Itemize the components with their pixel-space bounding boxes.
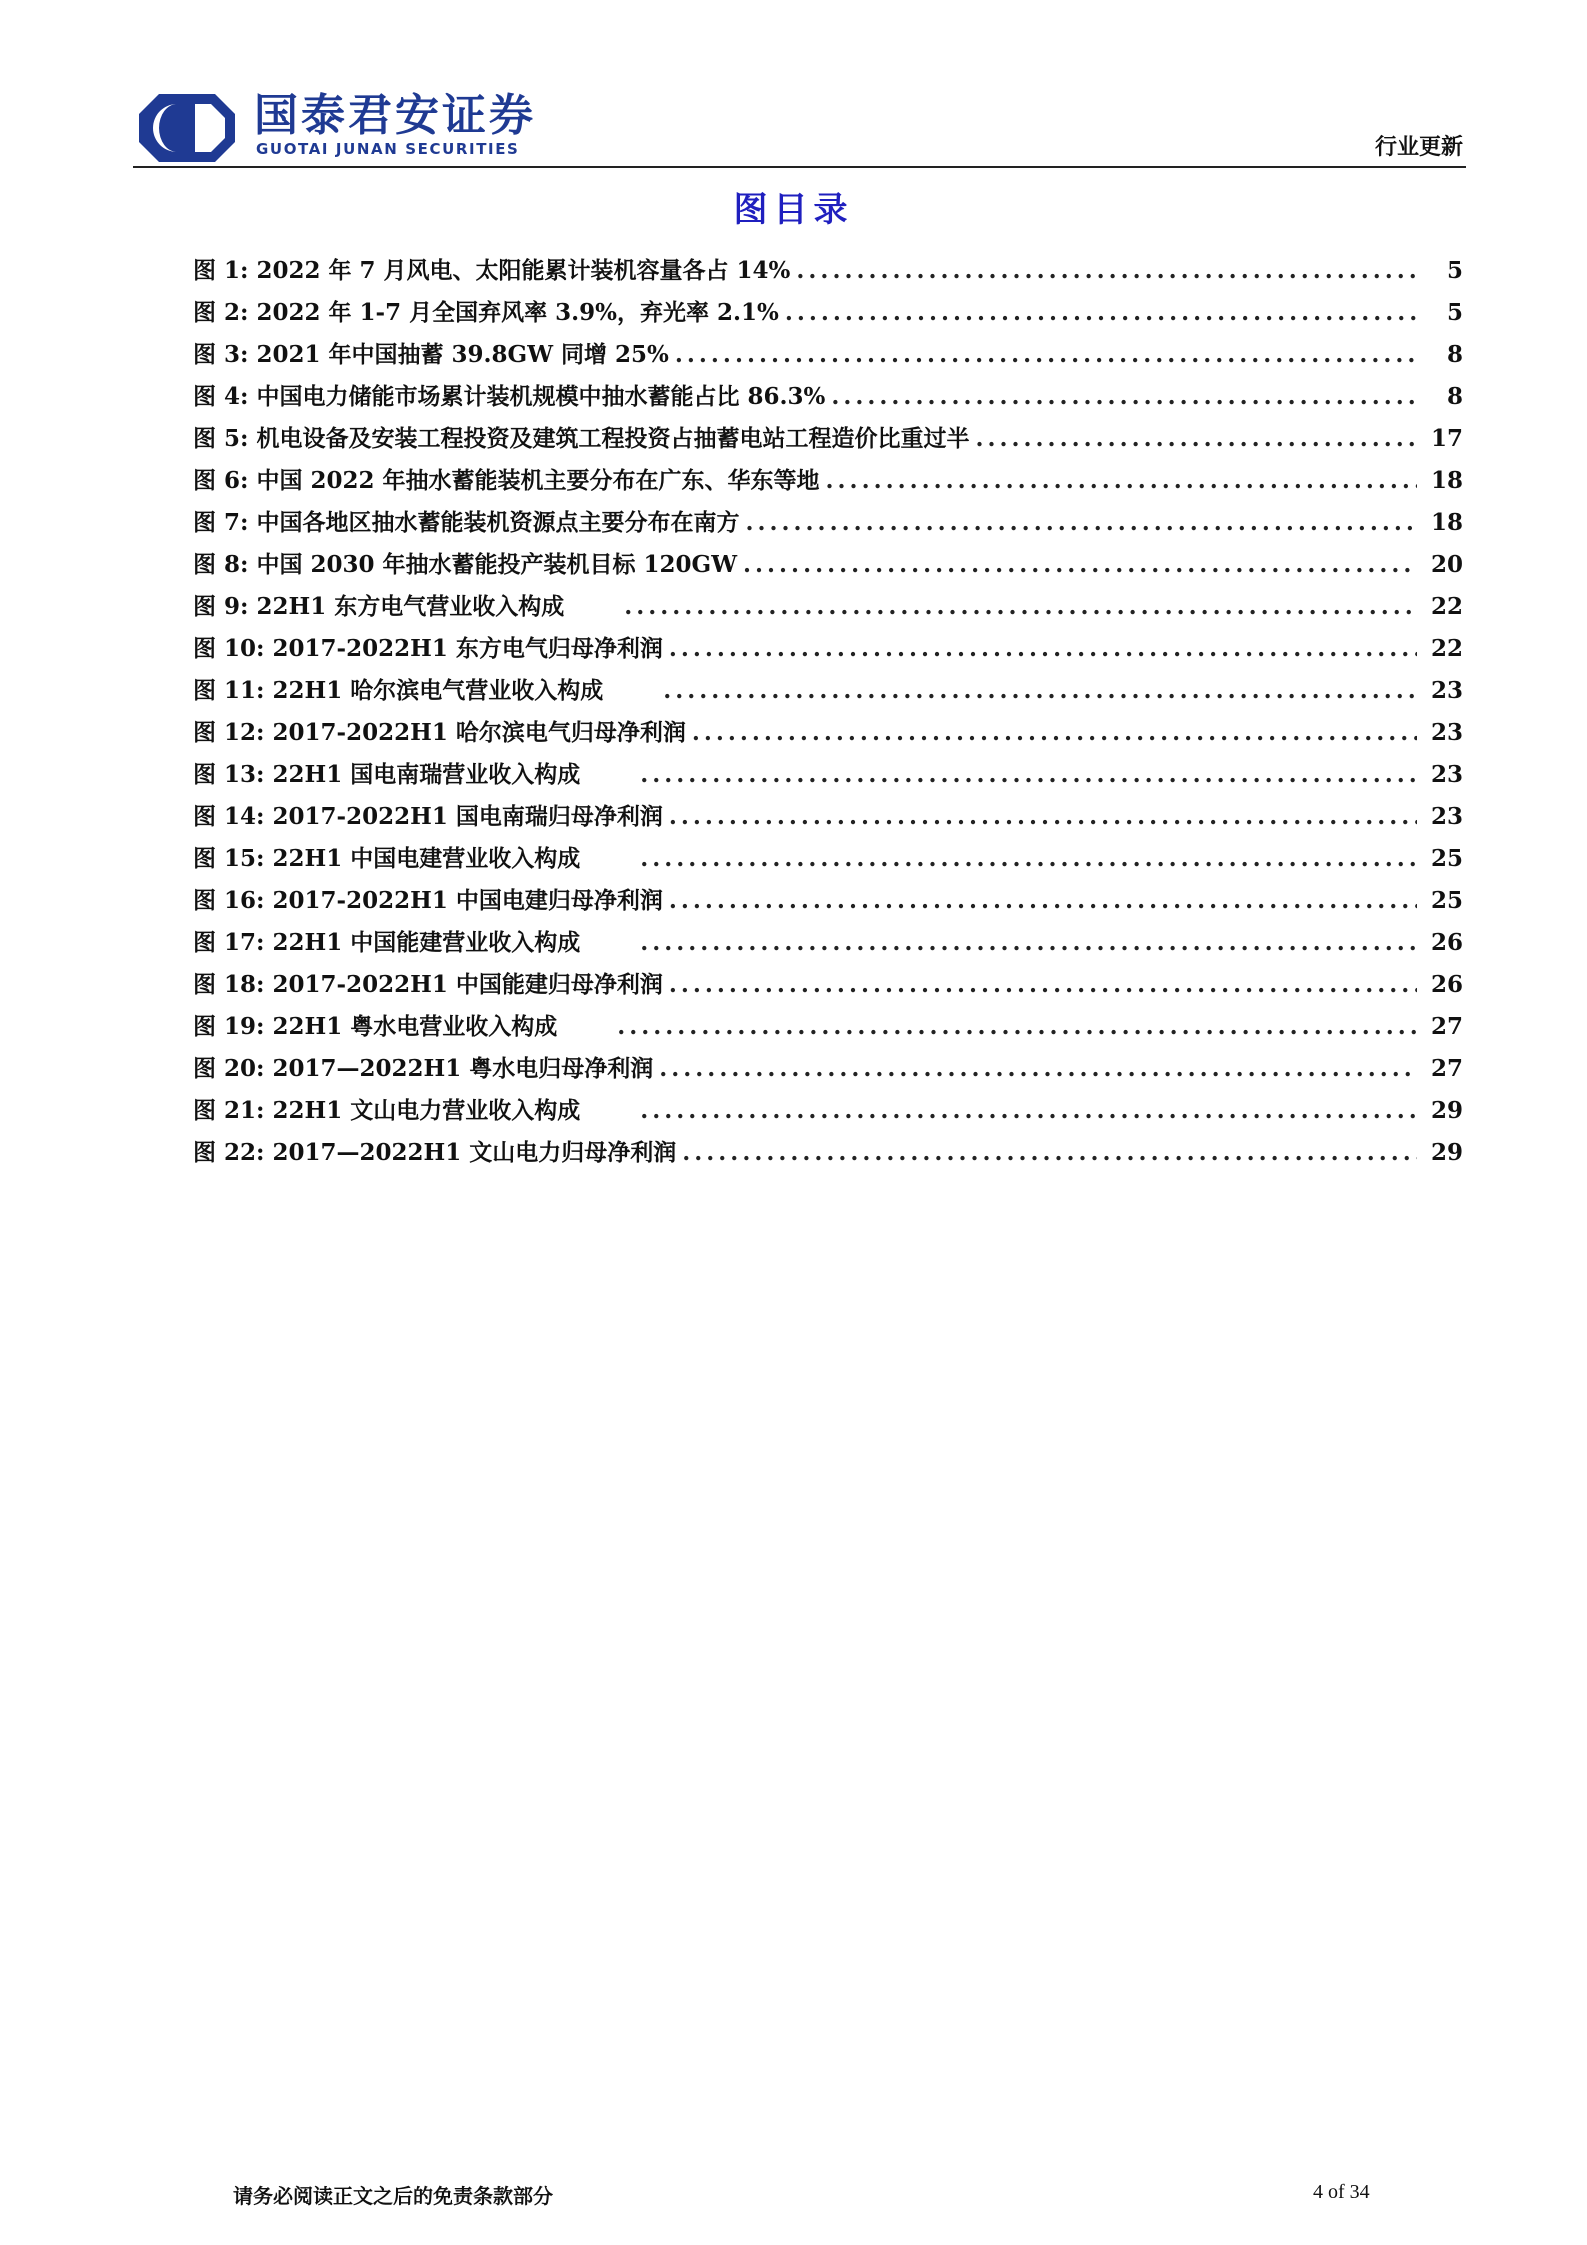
toc-entry[interactable] [193,334,1463,376]
toc-entry[interactable] [193,502,1463,544]
toc-dot-leader [976,418,1417,460]
toc-entry[interactable] [193,796,1463,838]
page-header [0,0,1587,170]
toc-dot-leader [669,880,1417,922]
toc-entry-page: 23 [1430,719,1463,746]
toc-entry[interactable] [193,250,1463,292]
toc-entry-page: 26 [1430,971,1463,998]
document-type-label: 行业更新 [1374,134,1463,160]
toc-entry[interactable] [193,292,1463,334]
toc-dot-leader [669,796,1417,838]
toc-entry-label: 图 5: 机电设备及安装工程投资及建筑工程投资占抽蓄电站工程造价比重过半 [193,425,970,452]
toc-entry[interactable] [193,838,1463,880]
toc-entry[interactable] [193,586,1463,628]
toc-entry-label: 图 16: 2017-2022H1 中国电建归母净利润 [193,887,663,914]
toc-entry-label: 图 4: 中国电力储能市场累计装机规模中抽水蓄能占比 86.3% [193,383,826,410]
page-title: 图目录 [733,190,854,230]
toc-dot-leader [831,376,1417,418]
toc-entry-page: 18 [1430,509,1463,536]
toc-dot-leader [746,502,1417,544]
toc-entry[interactable] [193,1006,1463,1048]
toc-entry-page: 8 [1446,383,1463,410]
toc-dot-leader [743,544,1417,586]
toc-entry-label: 图 22: 2017—2022H1 文山电力归母净利润 [193,1139,677,1166]
toc-entry-label: 图 1: 2022 年 7 月风电、太阳能累计装机容量各占 14% [193,257,791,284]
toc-dot-leader [640,1090,1417,1132]
page-number: 4 of 34 [1313,2181,1370,2203]
toc-entry-label: 图 11: 22H1 哈尔滨电气营业收入构成 [193,677,604,704]
toc-entry[interactable] [193,1132,1463,1174]
brand-name-en: GUOTAI JUNAN SECURITIES [256,140,520,158]
toc-entry-label: 图 6: 中国 2022 年抽水蓄能装机主要分布在广东、华东等地 [193,467,820,494]
toc-entry-page: 20 [1430,551,1463,578]
toc-entry-page: 22 [1430,593,1463,620]
toc-dot-leader [640,922,1417,964]
toc-entry-page: 8 [1446,341,1463,368]
toc-entry-page: 18 [1430,467,1463,494]
toc-entry-page: 29 [1430,1097,1463,1124]
toc-entry-page: 25 [1430,887,1463,914]
toc-entry-label: 图 14: 2017-2022H1 国电南瑞归母净利润 [193,803,663,830]
toc-dot-leader [640,754,1417,796]
toc-entry-label: 图 13: 22H1 国电南瑞营业收入构成 [193,761,581,788]
toc-entry-label: 图 2: 2022 年 1-7 月全国弃风率 3.9%，弃光率 2.1% [193,299,779,326]
toc-entry-label: 图 7: 中国各地区抽水蓄能装机资源点主要分布在南方 [193,509,740,536]
toc-entry-page: 23 [1430,761,1463,788]
toc-dot-leader [669,964,1417,1006]
toc-entry-page: 17 [1430,425,1463,452]
toc-dot-leader [682,1132,1417,1174]
toc-entry-page: 27 [1430,1013,1463,1040]
toc-dot-leader [675,334,1417,376]
toc-dot-leader [640,838,1417,880]
toc-entry-label: 图 12: 2017-2022H1 哈尔滨电气归母净利润 [193,719,686,746]
toc-entry-page: 5 [1446,299,1463,326]
toc-entry-label: 图 8: 中国 2030 年抽水蓄能投产装机目标 120GW [193,551,738,578]
toc-entry[interactable] [193,670,1463,712]
toc-entry-label: 图 21: 22H1 文山电力营业收入构成 [193,1097,581,1124]
toc-dot-leader [663,670,1417,712]
toc-entry-label: 图 10: 2017-2022H1 东方电气归母净利润 [193,635,663,662]
brand-name-cn: 国泰君安证券 [254,90,536,141]
figure-table-of-contents [193,250,1463,1174]
toc-entry[interactable] [193,418,1463,460]
toc-dot-leader [659,1048,1417,1090]
toc-entry[interactable] [193,1048,1463,1090]
toc-entry[interactable] [193,1090,1463,1132]
toc-entry[interactable] [193,544,1463,586]
toc-entry[interactable] [193,628,1463,670]
toc-entry-label: 图 20: 2017—2022H1 粤水电归母净利润 [193,1055,654,1082]
toc-entry-page: 26 [1430,929,1463,956]
toc-entry-page: 22 [1430,635,1463,662]
toc-entry-page: 23 [1430,677,1463,704]
toc-entry-page: 5 [1446,257,1463,284]
toc-entry-page: 29 [1430,1139,1463,1166]
toc-entry[interactable] [193,712,1463,754]
header-divider [133,166,1466,168]
toc-dot-leader [826,460,1417,502]
toc-entry-label: 图 15: 22H1 中国电建营业收入构成 [193,845,581,872]
toc-dot-leader [785,292,1417,334]
toc-entry-label: 图 19: 22H1 粤水电营业收入构成 [193,1013,558,1040]
toc-entry-label: 图 9: 22H1 东方电气营业收入构成 [193,593,565,620]
toc-entry-label: 图 17: 22H1 中国能建营业收入构成 [193,929,581,956]
toc-entry-label: 图 18: 2017-2022H1 中国能建归母净利润 [193,971,663,998]
toc-dot-leader [692,712,1417,754]
toc-entry[interactable] [193,754,1463,796]
toc-entry[interactable] [193,460,1463,502]
toc-entry[interactable] [193,922,1463,964]
toc-entry-page: 23 [1430,803,1463,830]
toc-entry[interactable] [193,376,1463,418]
toc-entry-page: 27 [1430,1055,1463,1082]
toc-dot-leader [796,250,1417,292]
toc-dot-leader [624,586,1417,628]
toc-dot-leader [617,1006,1417,1048]
toc-entry[interactable] [193,964,1463,1006]
toc-entry[interactable] [193,880,1463,922]
toc-dot-leader [669,628,1417,670]
guotai-junan-logo-icon [137,90,237,166]
toc-entry-page: 25 [1430,845,1463,872]
disclaimer-note: 请务必阅读正文之后的免责条款部分 [233,2184,553,2208]
toc-entry-label: 图 3: 2021 年中国抽蓄 39.8GW 同增 25% [193,341,669,368]
